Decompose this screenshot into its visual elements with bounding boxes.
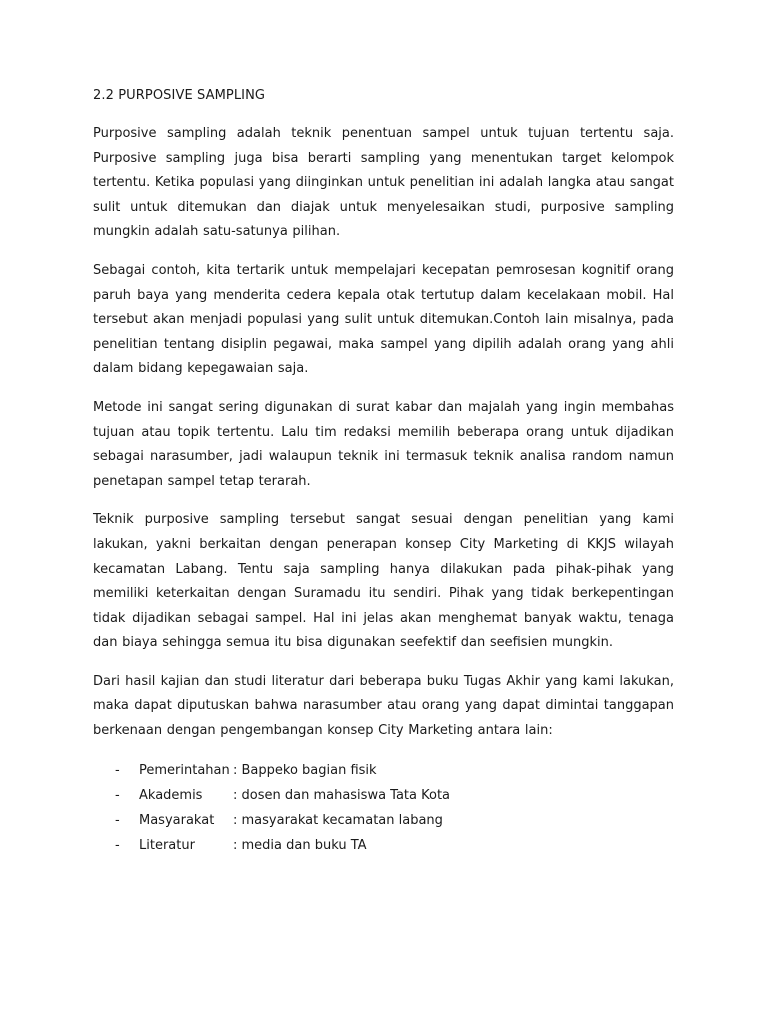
list-description: : dosen dan mahasiswa Tata Kota	[233, 787, 451, 803]
paragraph-example: Sebagai contoh, kita tertarik untuk mempelajari kecepatan pemrosesan kognitif orang paruh baya yang menderita cedera kepala otak tertutup dalam kecelakaan mobil. Hal tersebut akan menjadi populasi yang sulit untuk ditemukan.Contoh lain misalnya, pada penelitian tentang disiplin pegawai, maka sampel yang dipilih adalah orang yang ahli dalam bidang kepegawaian saja.	[93, 262, 674, 377]
list-term: Masyarakat	[139, 812, 215, 828]
list-item	[93, 758, 674, 783]
list-bullet: -	[115, 837, 120, 853]
list-term: Pemerintahan	[139, 762, 230, 778]
list-item	[93, 808, 674, 833]
paragraph-conclusion: Dari hasil kajian dan studi literatur dari beberapa buku Tugas Akhir yang kami lakukan, maka dapat diputuskan bahwa narasumber atau orang yang dapat dimintai tanggapan berkenaan dengan pengembangan konsep City Marketing antara lain:	[93, 673, 674, 739]
list-term: Akademis	[139, 787, 203, 803]
section-heading: 2.2 PURPOSIVE SAMPLING	[93, 88, 266, 103]
list-item	[93, 783, 674, 808]
list-description: : Bappeko bagian fisik	[233, 762, 377, 778]
list-description: : masyarakat kecamatan labang	[233, 812, 443, 828]
list-term: Literatur	[139, 837, 195, 853]
list-bullet: -	[115, 762, 120, 778]
respondent-list	[93, 758, 674, 858]
list-bullet: -	[115, 812, 120, 828]
document-page	[93, 86, 674, 858]
list-item	[93, 833, 674, 858]
paragraph-application: Teknik purposive sampling tersebut sangat sesuai dengan penelitian yang kami lakukan, yakni berkaitan dengan penerapan konsep City Marketing di KKJS wilayah kecamatan Labang. Tentu saja sampling hanya dilakukan pada pihak-pihak yang memiliki keterkaitan dengan Suramadu itu sendiri. Pihak yang tidak berkepentingan tidak dijadikan sebagai sampel. Hal ini jelas akan menghemat banyak waktu, tenaga dan biaya sehingga semua itu bisa digunakan seefektif dan seefisien mungkin.	[93, 512, 674, 651]
paragraph-method-usage: Metode ini sangat sering digunakan di surat kabar dan majalah yang ingin membahas tujuan atau topik tertentu. Lalu tim redaksi memilih beberapa orang untuk dijadikan sebagai narasumber, jadi walaupun teknik ini termasuk teknik analisa random namun penetapan sampel tetap terarah.	[93, 399, 674, 489]
list-bullet: -	[115, 787, 120, 803]
list-description: : media dan buku TA	[233, 837, 367, 853]
paragraph-definition: Purposive sampling adalah teknik penentuan sampel untuk tujuan tertentu saja. Purposive sampling juga bisa berarti sampling yang menentukan target kelompok tertentu. Ketika populasi yang diinginkan untuk penelitian ini adalah langka atau sangat sulit untuk ditemukan dan diajak untuk menyelesaikan studi, purposive sampling mungkin adalah satu-satunya pilihan.	[93, 126, 674, 240]
